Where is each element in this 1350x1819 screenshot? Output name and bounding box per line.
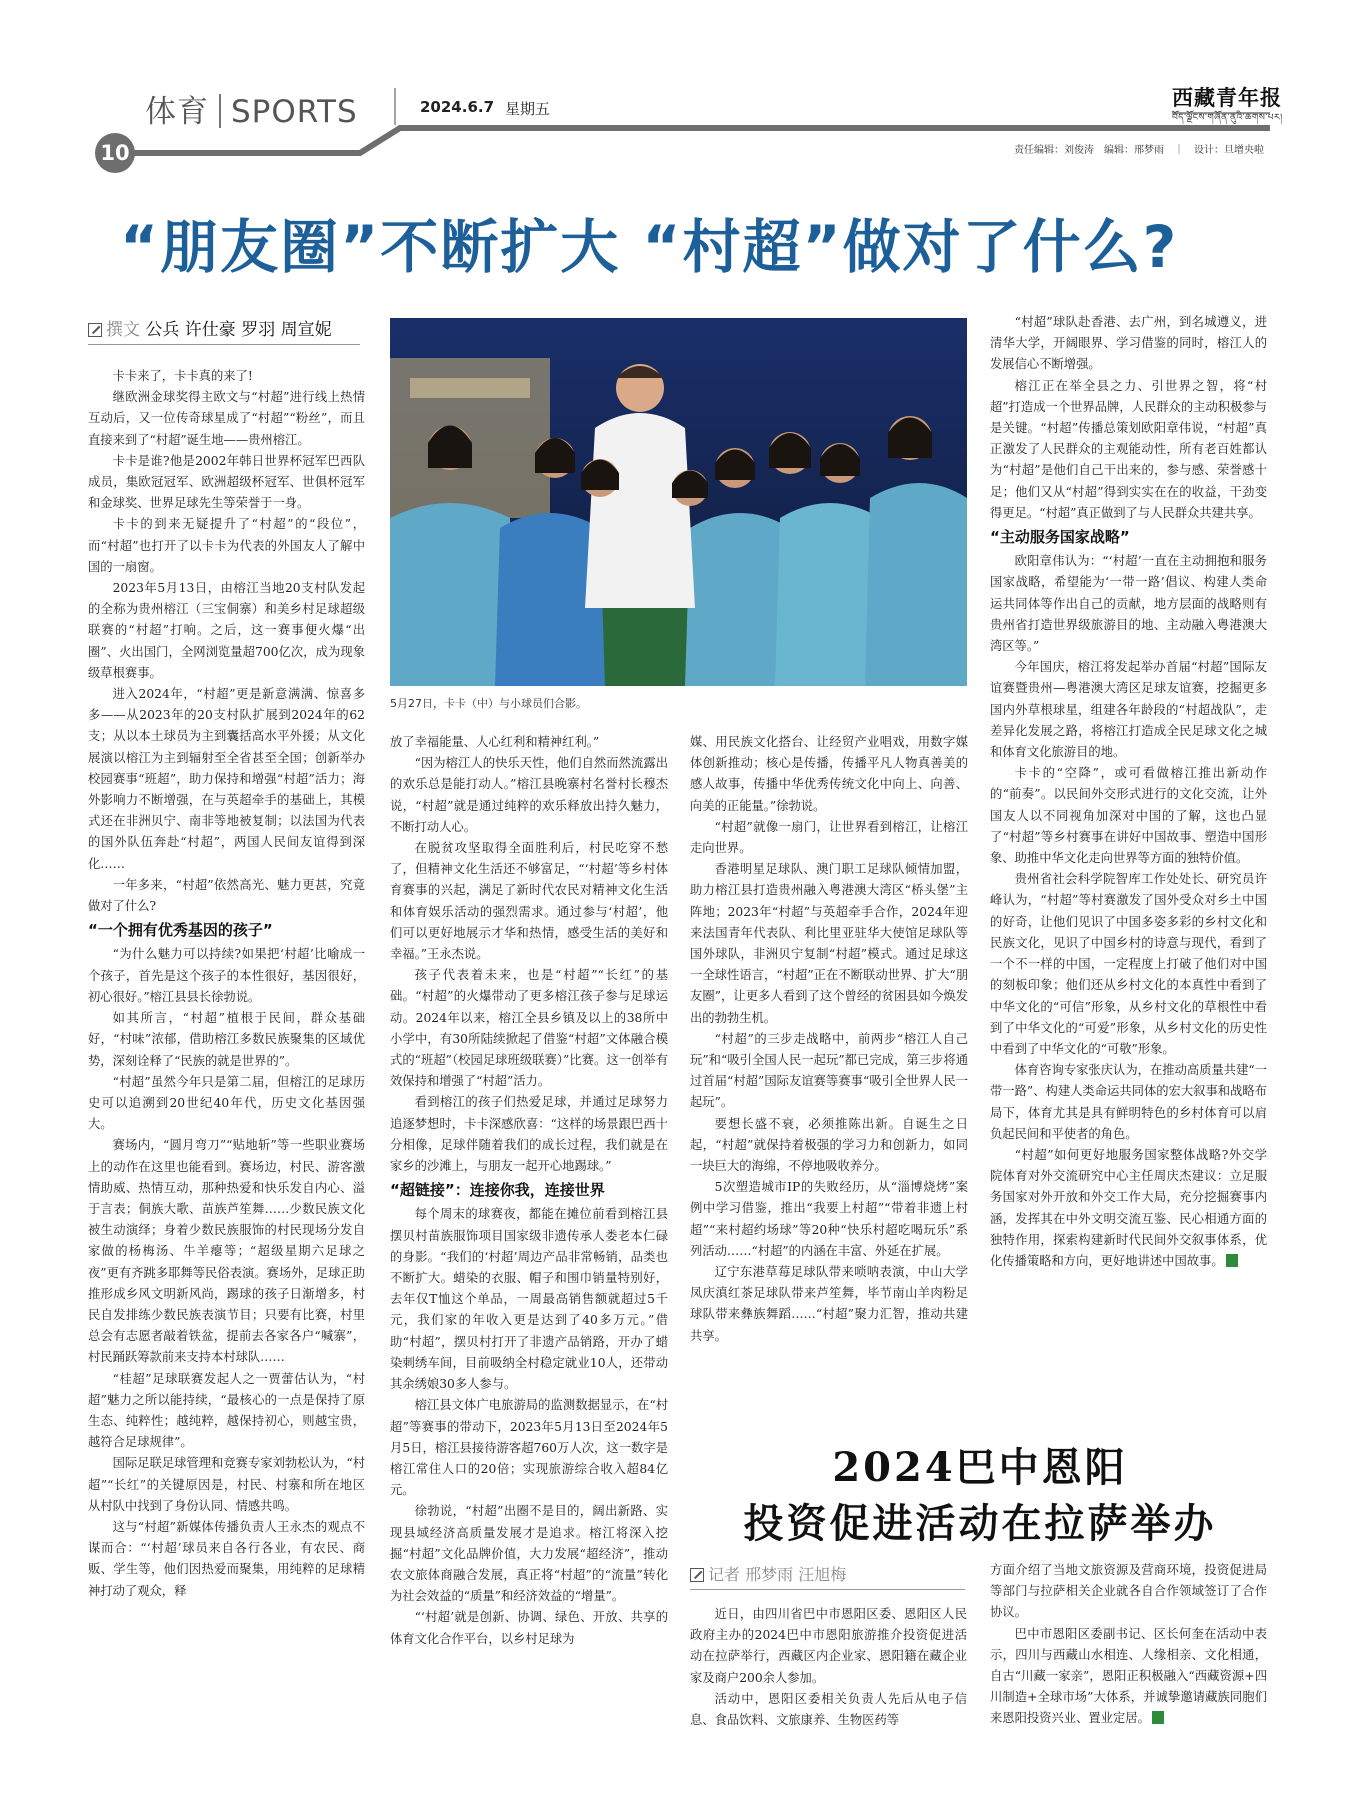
paragraph: “桂超”足球联赛发起人之一贾蕾估认为，“村超”魅力之所以能持续，“最核心的一点是保持了原生态、纯粹性；越纯粹，越保持初心，则越宝贵，越符合足球规律”。 <box>88 1371 365 1450</box>
paragraph: 这与“村超”新媒体传播负责人王永杰的观点不谋而合：“‘村超’球员来自各行各业，有农民、商贩、学生等，他们因热爱而聚集，用纯粹的足球精神打动了观众，释 <box>88 1519 365 1598</box>
paragraph: 一年多来，“村超”依然高光、魅力更甚，究竟做对了什么? <box>88 877 365 914</box>
end-mark-icon <box>1226 1254 1238 1267</box>
section-divider <box>219 94 221 128</box>
paragraph: 孩子代表着未来，也是“村超”“长红”的基础。“村超”的火爆带动了更多榕江孩子参与足球运动。2024年以来，榕江全县乡镇及以上的38所中小学中，有30所陆续掀起了借鉴“村超”文体融合模式的“班超”（校园足球班级联赛）”比赛。这一创举有效保持和增强了“村超”活力。 <box>390 968 668 1089</box>
paragraph: “村超”就像一扇门，让世界看到榕江，让榕江走向世界。 <box>690 819 968 856</box>
article-column-2 <box>390 732 668 1650</box>
paragraph: 活动中，恩阳区委相关负责人先后从电子信息、食品饮料、文旅康养、生物医药等 <box>690 1691 967 1728</box>
paragraph: “‘村超’就是创新、协调、绿色、开放、共享的体育文化合作平台，以乡村足球为 <box>390 1610 668 1646</box>
paragraph: 欧阳章伟认为：“‘村超’一直在主动拥抱和服务国家战略，希望能为‘一带一路’倡议、构建人类命运共同体等作出自己的贡献，地方层面的战略则有贵州省打造世界级旅游目的地、主动融入粤港澳大湾区等。” <box>990 554 1267 654</box>
paragraph: 要想长盛不衰，必须推陈出新。自诞生之日起，“村超”就保持着极强的学习力和创新力，如同一块巨大的海绵，不停地吸收养分。 <box>690 1116 968 1174</box>
paragraph: 体育咨询专家张庆认为，在推动高质量共建“一带一路”、构建人类命运共同体的宏大叙事和战略布局下，体育尤其是具有鲜明特色的乡村体育可以肩负起民间和平使者的角色。 <box>990 1063 1267 1141</box>
article2-column-2 <box>990 1560 1267 1730</box>
paragraph: 卡卡来了，卡卡真的来了! <box>112 369 253 383</box>
paragraph: 每个周末的球赛夜，都能在摊位前看到榕江县摆贝村苗族服饰项目国家级非遗传承人娄老本仁碌的身影。“我们的‘村超’周边产品非常畅销，品类也不断扩大。蜡染的衣服、帽子和围巾销量特别好，去年仅T恤这个单品，一周最高销售额就超过5千元，我们家的年收入更是达到了40多万元。”借助“村超”，摆贝村打开了非遗产品销路，开办了蜡染刺绣车间，目前吸纳全村稳定就业10人，还带动其余绣娘30多人参与。 <box>390 1207 668 1392</box>
paragraph: “因为榕江人的快乐天性，他们自然而然流露出的欢乐总是能打动人。”榕江县晚寨村名誉村长穆杰说，“村超”就是通过纯粹的欢乐释放出持久魅力，不断打动人心。 <box>390 756 668 834</box>
pen-icon <box>88 323 102 337</box>
paragraph: “村超”球队赴香港、去广州，到名城遵义，进清华大学，开阔眼界、学习借鉴的同时，榕江人的发展信心不断增强。 <box>990 315 1267 372</box>
byline-label: 记者 <box>708 1565 741 1584</box>
photo-illustration <box>390 318 967 686</box>
byline-names: 邢梦雨 汪旭梅 <box>745 1565 847 1584</box>
headline: “朋友圈”不断扩大 “村超”做对了什么? <box>120 213 1179 281</box>
paragraph: 卡卡的到来无疑提升了“村超”的“段位”，而“村超”也打开了以卡卡为代表的外国友人了解中国的一扇窗。 <box>88 517 365 574</box>
article2-byline <box>690 1562 965 1590</box>
paragraph: 国际足联足球管理和竞赛专家刘勃松认为，“村超”“长红”的关键原因是，村民、村寨和所在地区从村队中找到了身份认同、情感共鸣。 <box>88 1456 365 1513</box>
paragraph: “为什么魅力可以持续?如果把‘村超’比喻成一个孩子，首先是这个孩子的本性很好，基因很好，初心很好。”榕江县县长徐勃说。 <box>88 947 365 1004</box>
subheading: “主动服务国家战略” <box>990 528 1130 547</box>
article2-title <box>690 1440 1270 1552</box>
article-column-3 <box>690 732 968 1347</box>
page-number: 10 <box>95 133 135 173</box>
newspaper-name: 西藏青年报 <box>1172 85 1282 110</box>
paragraph: 方面介绍了当地文旅资源及营商环境，投资促进局等部门与拉萨相关企业就各自合作领域签订了合作协议。 <box>990 1563 1267 1620</box>
paragraph: 5次塑造城市IP的失败经历，从“淄博烧烤”案例中学习借鉴，推出“我要上村超”“带着非遗上村超”“来村超约场球”等20种“快乐村超吃喝玩乐”系列活动……“村超”的内涵在丰富、外延在扩展。 <box>690 1180 968 1258</box>
pen-icon <box>690 1568 704 1582</box>
article2-title-line2: 投资促进活动在拉萨举办 <box>743 1500 1217 1547</box>
article2-title-line1: 2024巴中恩阳 <box>832 1444 1128 1491</box>
paragraph: 香港明星足球队、澳门职工足球队倾情加盟，助力榕江县打造贵州融入粤港澳大湾区“桥头堡”主阵地；2023年“村超”与英超牵手合作，2024年迎来法国青年代表队、利比里亚驻华大使馆足球队等国外球队，非洲贝宁复制“村超”模式。通过足球这一全球性语言，“村超”正在不断联动世界、扩大“朋友圈”，让更多人看到了这个曾经的贫困县如今焕发出的勃勃生机。 <box>690 862 968 1025</box>
paragraph: 在脱贫攻坚取得全面胜利后，村民吃穿不愁了，但精神文化生活还不够富足，“‘村超’等乡村体育赛事的兴起，满足了新时代农民对精神文化生活和体育娱乐活动的强烈需求。通过参与‘村超’，他们可以更好地展示才华和热情，感受生活的美好和幸福。”王永杰说。 <box>390 841 668 962</box>
paragraph: “村超”的三步走战略中，前两步“榕江人自己玩”和“吸引全国人民一起玩”都已完成，第三步将通过首届“村超”国际友谊赛等赛事“吸引全世界人民一起玩”。 <box>690 1031 968 1110</box>
paragraph: 如其所言，“村超”植根于民间，群众基础好，“村味”浓郁，借助榕江多数民族聚集的区域优势，深刻诠释了“民族的就是世界的”。 <box>88 1011 365 1068</box>
byline-names: 公兵 许仕豪 罗羽 周宣妮 <box>145 320 332 340</box>
section-cn: 体育 <box>145 94 209 130</box>
issue-weekday: 星期五 <box>505 100 551 118</box>
photo-caption: 5月27日，卡卡（中）与小球员们合影。 <box>390 697 587 710</box>
paragraph-text: 巴中市恩阳区委副书记、区长何奎在活动中表示，四川与西藏山水相连、人缘相亲、文化相通，自古“川藏一家亲”，恩阳正积极融入“西藏资源+四川制造+全球市场”大体系，并诚挚邀请藏族同胞们来恩阳投资兴业、置业定居。 <box>990 1626 1267 1726</box>
section-en: SPORTS <box>231 94 358 130</box>
section-label <box>145 86 358 131</box>
paragraph: 进入2024年，“村超”更是新意满满、惊喜多多——从2023年的20支村队扩展到2024年的62支；从以本土球员为主到囊括高水平外援；从文化展演以榕江为主到辐射至全省甚至全国；创新举办校园赛事“班超”，助力保持和增强“村超”活力；海外影响力不断增强，在与英超牵手的基础上，其模式还在非洲贝宁、南非等地被复制；以法国为代表的国外队伍奔赴“村超”，两国人民间友谊得到深化…… <box>88 687 365 871</box>
paragraph: 卡卡的“空降”，或可看做榕江推出新动作的“前奏”。以民间外交形式进行的文化交流，让外国友人以不同视角加深对中国的了解，这也凸显了“村超”等乡村赛事在讲好中国故事、塑造中国形象、助推中华文化走向世界等方面的独特价值。 <box>990 766 1267 866</box>
paragraph-text: “村超”如何更好地服务国家整体战略?外交学院体育对外交流研究中心主任周庆杰建议：立足服务国家对外开放和外交工作大局，充分挖掘赛事内涵，发挥其在中外文明交流互鉴、民心相通方面的独特作用，探索构建新时代民间外交叙事体系，优化传播策略和方向，更好地讲述中国故事。 <box>990 1147 1267 1268</box>
paragraph: 看到榕江的孩子们热爱足球，并通过足球努力追逐梦想时，卡卡深感欣喜：“这样的场景跟巴西十分相像，足球伴随着我们的成长过程，我们就是在家乡的沙滩上，与朋友一起开心地踢球。” <box>390 1095 668 1174</box>
paragraph: 辽宁东港草莓足球队带来唢呐表演，中山大学凤庆滇红茶足球队带来芦笙舞，毕节南山羊肉粉足球队带来彝族舞蹈……“村超”聚力汇智，推动共建共享。 <box>690 1265 968 1343</box>
paragraph <box>990 1624 1267 1730</box>
issue-date: 2024.6.7 <box>420 98 495 116</box>
byline-label: 撰文 <box>106 320 140 340</box>
article2-column-1 <box>690 1604 967 1731</box>
subheading: “超链接”：连接你我，连接世界 <box>390 1181 605 1200</box>
paragraph: 放了幸福能量、人心红利和精神红利。” <box>390 735 600 749</box>
paragraph: 榕江县文体广电旅游局的监测数据显示，在“村超”等赛事的带动下，2023年5月13日至2024年5月5日，榕江县接待游客超760万人次，这一数字是榕江常住人口的20倍；实现旅游综合收入超84亿元。 <box>390 1398 668 1498</box>
editor-credits: 责任编辑：刘俊涛 编辑：邢梦雨 ｜ 设计：旦增央啦 <box>1014 145 1264 156</box>
paragraph: 今年国庆，榕江将发起举办首届“村超”国际友谊赛暨贵州—粤港澳大湾区足球友谊赛，挖掘更多国内外草根球星，组建各年龄段的“村超战队”，走差异化发展之路，将榕江打造成全民足球文化之城和体育文化旅游目的地。 <box>990 660 1267 760</box>
paragraph: 贵州省社会科学院智库工作处处长、研究员许峰认为，“村超”等村赛激发了国外受众对乡土中国的好奇，让他们见识了中国多姿多彩的乡村文化和民族文化，见识了中国乡村的诗意与现代，看到了一个不一样的中国，一定程度上打破了他们对中国的刻板印象；他们还从乡村文化的本真性中看到了中华文化的“可信”形象，从乡村文化的草根性中看到了中华文化的“可爱”形象，从乡村文化的历史性中看到了中华文化的“可敬”形象。 <box>990 872 1267 1056</box>
article-column-4 <box>990 312 1267 1272</box>
byline <box>88 315 360 345</box>
newspaper-name-tibetan: བོད་ལྗོངས་གཞོན་ནུའི་ཚགས་པར། <box>1172 113 1283 123</box>
paragraph: 媒、用民族文化搭台、让经贸产业唱戏，用数字媒体创新推动；核心是传播，传播平凡人物真善美的感人故事，传播中华优秀传统文化中向上、向善、向美的正能量。”徐勃说。 <box>690 735 968 813</box>
paragraph: 继欧洲金球奖得主欧文与“村超”进行线上热情互动后，又一位传奇球星成了“村超”“粉丝”，而且直接来到了“村超”诞生地——贵州榕江。 <box>88 390 365 447</box>
article-column-1 <box>88 366 365 1602</box>
subheading: “一个拥有优秀基因的孩子” <box>88 921 273 940</box>
end-mark-icon <box>1152 1711 1164 1724</box>
paragraph: 2023年5月13日，由榕江当地20支村队发起的全称为贵州榕江（三宝侗寨）和美乡村足球超级联赛的“村超”打响。之后，这一赛事便火爆“出圈”、火出国门，全网浏览量超700亿次，成为现象级草根赛事。 <box>88 581 365 680</box>
paragraph: 榕江正在举全县之力、引世界之智，将“村超”打造成一个世界品牌，人民群众的主动积极参与是关键。“村超”传播总策划欧阳章伟说，“村超”真正激发了人民群众的主观能动性，所有老百姓都认为“村超”是他们自己干出来的，参与感、荣誉感十足；他们又从“村超”得到实实在在的收益，干劲变得更足。“村超”真正做到了与人民群众共建共享。 <box>990 378 1267 520</box>
paragraph: 赛场内，“圆月弯刀”“贴地斩”等一些职业赛场上的动作在这里也能看到。赛场边，村民、游客激情助威、热情互动，那种热爱和快乐发自内心、溢于言表；侗族大歌、苗族芦笙舞……少数民族文化被生动演绎；身着少数民族服饰的村民现场分发自家做的杨梅汤、牛羊瘪等；“超级星期六足球之夜”更有齐跳多耶舞等民俗表演。赛场外，足球正助推形成乡风文明新风尚，踢球的孩子日渐增多，村民自发排练少数民族表演节目；只要有比赛，村里总会有志愿者敲着铁盆，提前去各家各户“喊寨”，村民踊跃筹款前来支持本村球队…… <box>88 1138 365 1365</box>
article-photo <box>390 318 967 686</box>
paragraph: “村超”虽然今年只是第二届，但榕江的足球历史可以追溯到20世纪40年代，历史文化基因强大。 <box>88 1074 365 1132</box>
paragraph: 卡卡是谁?他是2002年韩日世界杯冠军巴西队成员，集欧冠冠军、欧洲超级杯冠军、世俱杯冠军和金球奖、世界足球先生等荣誉于一身。 <box>88 453 365 511</box>
paragraph: 徐勃说，“村超”出圈不是目的，阔出新路、实现县域经济高质量发展才是追求。榕江将深入挖掘“村超”文化品牌价值，大力发展“超经济”，推动农文旅体商融合发展，真正将“村超”的“流量”转化为社会效益的“质量”和经济效益的“增量”。 <box>390 1504 668 1604</box>
paragraph <box>990 1145 1267 1272</box>
paragraph: 近日，由四川省巴中市恩阳区委、恩阳区人民政府主办的2024巴中市恩阳旅游推介投资促进活动在拉萨举行，西藏区内企业家、恩阳籍在藏企业家及商户200余人参加。 <box>690 1607 967 1685</box>
